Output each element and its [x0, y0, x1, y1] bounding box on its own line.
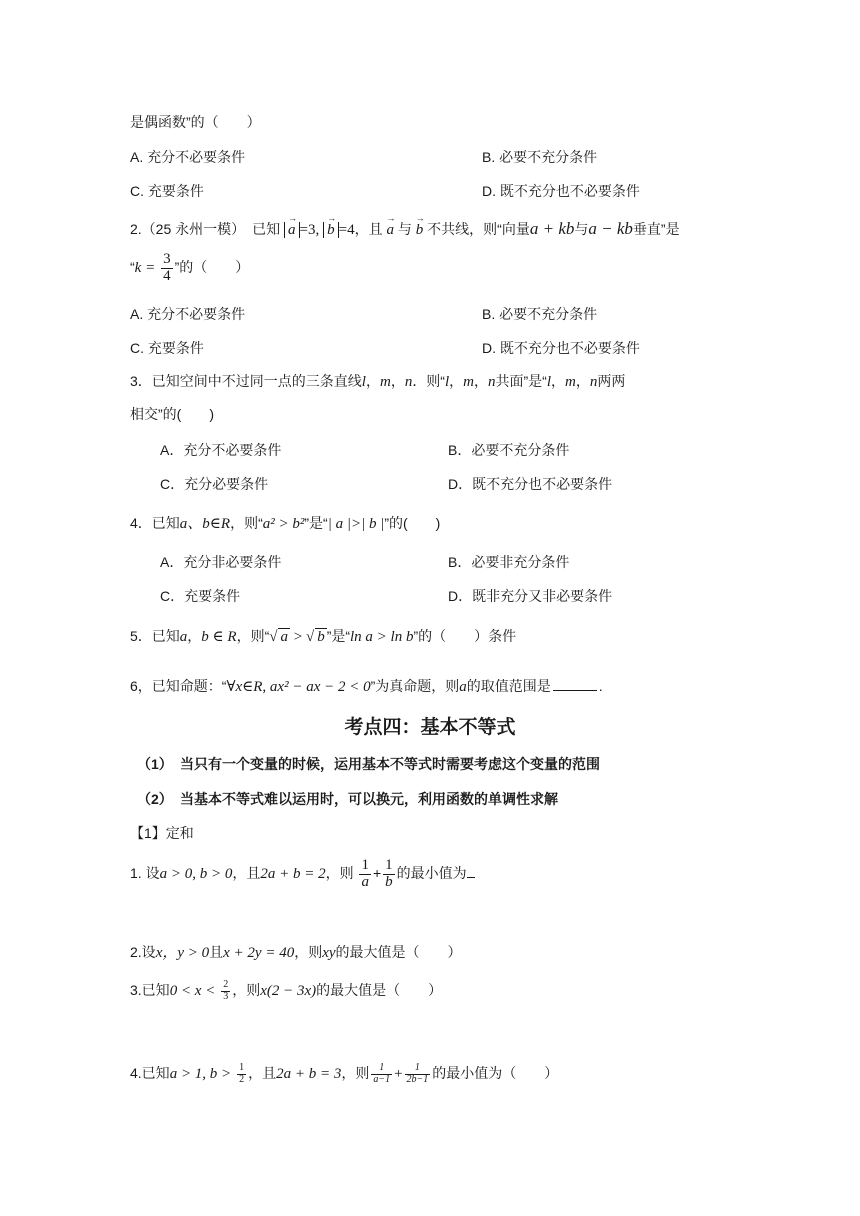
p4-fraction-1	[371, 1063, 392, 1085]
section-title: 考点四：基本不等式	[344, 717, 516, 738]
q5-sqrt-b: b	[317, 629, 325, 645]
p2-line	[130, 941, 462, 962]
q3-line1	[130, 371, 625, 391]
q3-text-c: 共面”是“	[495, 373, 547, 389]
q2-k-equals: k =	[134, 259, 156, 276]
q4-text-1: ，则“	[230, 515, 263, 531]
p2-prefix: 2.设	[130, 944, 156, 960]
q6-end: .	[598, 678, 603, 694]
q2-a-value: =3,	[299, 222, 320, 238]
p1-prefix: 1. 设	[130, 864, 160, 881]
p4-plus: +	[394, 1066, 403, 1082]
p4-fraction-half	[237, 1063, 246, 1085]
p4-equation: 2a + b = 3	[276, 1066, 342, 1082]
p4-line	[130, 1063, 558, 1085]
q2-vector-b-magnitude: → b	[327, 222, 335, 239]
q2-option-b: B. 必要不充分条件	[482, 306, 598, 322]
q5-tail: ”的（ ）条件	[413, 628, 517, 644]
q5-text-2: ”是“	[326, 628, 351, 644]
q4-condition-2: | a |>| b |	[327, 516, 385, 532]
q2-text-4: 与	[574, 221, 589, 237]
q2-quote-open: “	[130, 258, 135, 275]
p4-text-2: ，则	[341, 1065, 370, 1081]
q2-vector-a-magnitude: → a	[288, 222, 296, 239]
p1-tail: 的最小值为	[396, 864, 467, 881]
q3-text-b: ．则“	[412, 373, 445, 389]
p1-fraction-1b: $\frac{1}{b}$	[385, 857, 393, 890]
q3-text-a: 3．已知空间中不过同一点的三条直线	[130, 373, 362, 389]
p4-fraction-2-den: 2b−1	[406, 1073, 429, 1085]
q5-var-b: b ∈ R	[201, 629, 237, 645]
q2-k-denominator: 4	[163, 267, 171, 284]
q2-option-a: A. 充分不必要条件	[130, 306, 246, 322]
p2-text-2: ，则	[294, 944, 323, 960]
q3-sep-6: ，	[575, 373, 590, 389]
q0-option-d: D. 既不充分也不必要条件	[482, 183, 640, 199]
p4-tail: 的最小值为（ ）	[432, 1065, 559, 1081]
q4-line	[130, 512, 440, 533]
q0-tail: 是偶函数”的（ ）	[130, 114, 261, 130]
q4-condition-1: a² > b²	[262, 516, 305, 532]
q3-line-n-2: n	[488, 374, 496, 390]
q4-prefix: 4．已知	[130, 515, 180, 531]
q0-option-c: C. 充要条件	[130, 183, 204, 199]
p4-prefix: 4.已知	[130, 1065, 170, 1081]
q2-text-5: 垂直”是	[632, 221, 680, 237]
q3-option-b: B．必要不充分条件	[448, 442, 570, 458]
q2-text-3: 不共线，则“向量	[427, 221, 530, 237]
p2-condition: x，y > 0	[155, 945, 210, 961]
q0-option-a: A. 充分不必要条件	[130, 149, 246, 165]
p4-fraction-den: 2	[239, 1073, 245, 1085]
q3-option-d: D．既不充分也不必要条件	[448, 476, 613, 492]
p3-line	[130, 980, 442, 1002]
q5-text-1: ，则“	[236, 628, 270, 644]
q6-proposition: ∀x∈R, ax² − ax − 2 < 0	[226, 679, 371, 695]
p1-line: 1. 设a > 0, b > 0，且2a + b = 2，则 $\frac{1}{a}$ + $\frac{1}{b}$ 的最小值为	[130, 858, 475, 891]
q3-line-m: m	[379, 374, 391, 390]
q4-option-d: D．既非充分又非必要条件	[448, 588, 613, 604]
q2-vector-a: → a	[387, 222, 395, 239]
p2-xy: xy	[322, 945, 336, 961]
q2-text-2: 与	[397, 221, 412, 237]
q2-line1	[130, 219, 680, 239]
q5-sqrt-a-icon: √	[269, 629, 278, 645]
q5-gt: >	[289, 629, 306, 645]
p1-answer-blank	[467, 865, 475, 878]
q2-b-value: =4	[338, 222, 355, 238]
q4-vars: a、b∈R	[179, 516, 231, 532]
q3-line-n-3: n	[589, 374, 598, 390]
q4-option-b: B．必要非充分条件	[448, 554, 570, 570]
p1-text-2: ，则	[325, 864, 354, 881]
q2-expression-2: a − kb	[588, 219, 633, 238]
q3-sep-5: ，	[551, 373, 565, 389]
q5-var-a: a	[179, 629, 188, 645]
p2-equation: x + 2y = 40	[223, 945, 295, 961]
q3-option-c: C．充分必要条件	[160, 476, 269, 492]
q3-option-a: A．充分不必要条件	[160, 442, 282, 458]
q2-k-fraction	[161, 252, 173, 285]
q4-option-c: C．充要条件	[160, 588, 241, 604]
q3-text-d: 两两	[597, 373, 626, 389]
p2-text-1: 且	[209, 944, 224, 960]
p3-fraction-num: 2	[223, 979, 229, 991]
q3-line2: 相交”的( )	[130, 406, 214, 422]
q6-answer-blank	[553, 678, 597, 691]
q5-prefix: 5．已知	[130, 628, 180, 644]
p1-equation: 2a + b = 2	[260, 865, 326, 882]
q5-line	[130, 626, 516, 646]
q4-text-2: ”是“	[304, 515, 328, 531]
p4-fraction-2-num: 1	[405, 1063, 431, 1075]
p4-fraction-1-num: 1	[371, 1063, 392, 1075]
q3-line-m-2: m	[463, 374, 474, 390]
section-note-2: 当基本不等式难以运用时，可以换元，利用函数的单调性求解	[180, 791, 558, 807]
q2-option-d: D. 既不充分也不必要条件	[482, 340, 640, 356]
section-note-1-number: （1）	[137, 756, 173, 772]
q3-line-n: n	[404, 374, 413, 390]
q3-line-m-3: m	[565, 374, 576, 390]
q2-line2-tail: ”的（ ）	[174, 258, 250, 275]
q5-sqrt-a: a	[280, 629, 288, 645]
q6-var-a: a	[459, 679, 467, 695]
p4-fraction-num: 1	[239, 1062, 245, 1074]
p4-fraction-2	[405, 1063, 431, 1085]
p3-prefix: 3.已知	[130, 982, 170, 998]
p3-tail: 的最大值是（ ）	[316, 982, 443, 998]
q6-line	[130, 676, 603, 696]
p2-tail: 的最大值是（ ）	[335, 944, 462, 960]
q3-line-l-2: l	[444, 374, 450, 390]
p4-fraction-1-den: a−1	[373, 1073, 391, 1085]
q4-tail: ”的( )	[384, 515, 441, 531]
p3-fraction-den: 3	[223, 990, 229, 1002]
p1-text-1: ，且	[232, 864, 261, 881]
q6-text-1: ”为真命题，则	[370, 678, 460, 694]
q3-line-l: l	[361, 374, 366, 390]
q2-text-1: ，且	[354, 221, 383, 237]
q2-vector-b: → b	[416, 222, 424, 239]
q6-text-2: 的取值范围是	[466, 678, 551, 694]
p1-condition: a > 0, b > 0	[159, 865, 233, 882]
q2-line2	[130, 252, 249, 285]
q0-option-b: B. 必要不充分条件	[482, 149, 598, 165]
q3-line-l-3: l	[546, 374, 551, 390]
p4-text-1: ，且	[248, 1065, 277, 1081]
p1-fraction-1a: $\frac{1}{a}$	[361, 857, 369, 890]
p4-condition: a > 1, b >	[169, 1066, 232, 1082]
q4-option-a: A．充分非必要条件	[160, 554, 282, 570]
p3-expression: x(2 − 3x)	[260, 983, 317, 999]
section-note-2-number: （2）	[137, 791, 173, 807]
section-note-1: 当只有一个变量的时候，运用基本不等式时需要考虑这个变量的范围	[180, 756, 600, 772]
p3-condition: 0 < x <	[169, 983, 216, 999]
q3-sep-3: ，	[449, 373, 464, 389]
q3-sep-4: ，	[474, 373, 488, 389]
q5-sep: ，	[187, 628, 202, 644]
q2-k-numerator: 3	[163, 251, 171, 267]
subsection-title: 【1】定和	[130, 825, 194, 841]
q2-option-c: C. 充要条件	[130, 340, 204, 356]
q3-sep-2: ，	[390, 373, 405, 389]
q6-prefix: 6，已知命题：“	[130, 678, 227, 694]
q2-prefix: 2.（25 永州一模） 已知	[130, 221, 281, 237]
q2-expression-1: a + kb	[529, 219, 575, 238]
q3-sep-1: ，	[365, 373, 380, 389]
q5-ln-condition: ln a > ln b	[350, 629, 414, 645]
q5-sqrt-b-icon: √	[305, 629, 315, 645]
p3-text-1: ，则	[232, 982, 261, 998]
p3-fraction	[221, 980, 230, 1002]
